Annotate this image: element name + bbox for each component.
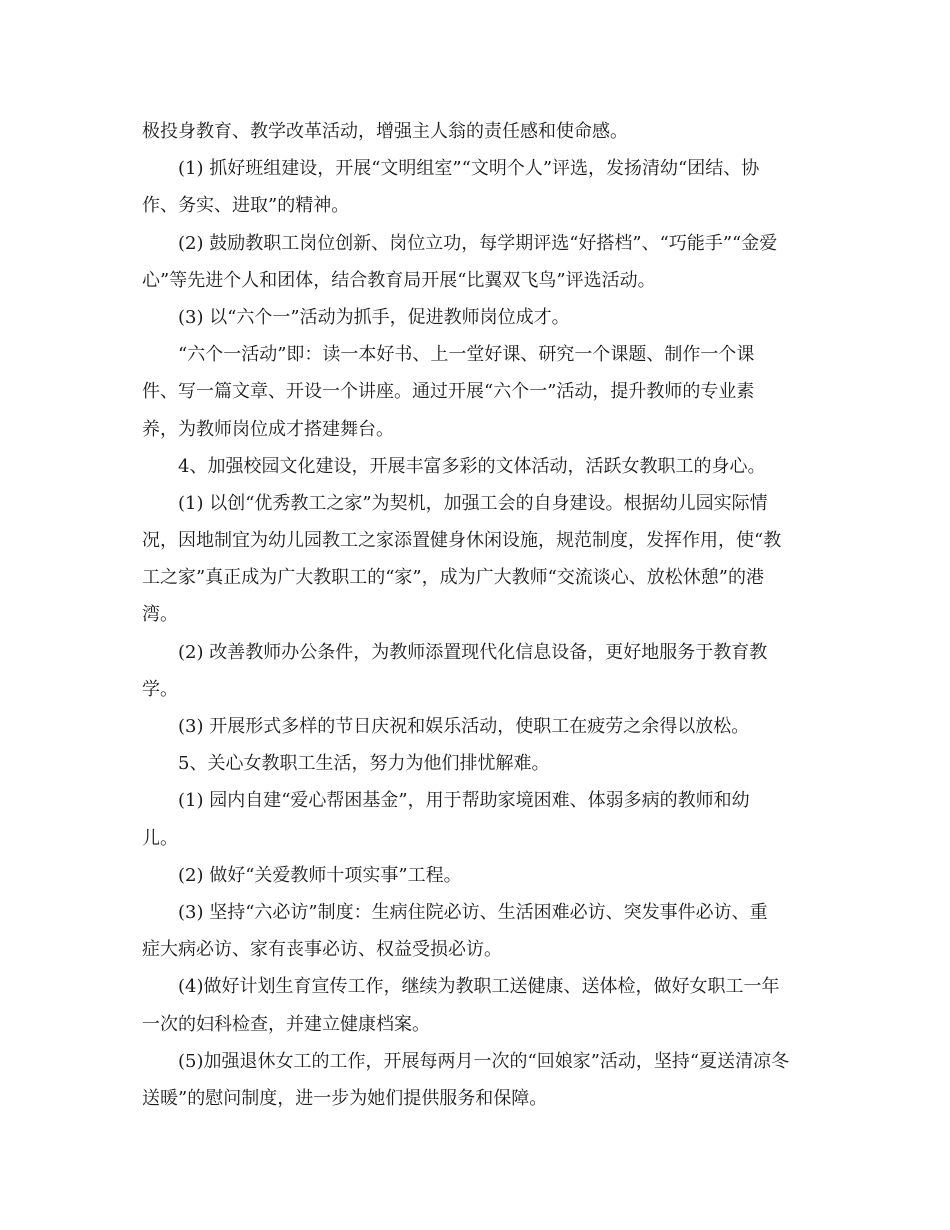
- text-line: 作、务实、进取”的精神。: [142, 195, 350, 217]
- text-line: (1) 园内自建“爱心帮困基金”，用于帮助家境困难、体弱多病的教师和幼: [178, 790, 750, 812]
- text-line: “六个一活动”即：读一本好书、上一堂好课、研究一个课题、制作一个课: [178, 344, 755, 366]
- text-line: 症大病必访、家有丧事必访、权益受损必访。: [142, 939, 502, 961]
- text-line: (1) 以创“优秀教工之家”为契机，加强工会的自身建设。根据幼儿园实际情: [178, 492, 768, 514]
- text-line: (3) 坚持“六必访”制度：生病住院必访、生活困难必访、突发事件必访、重: [178, 901, 768, 923]
- text-line: 送暖”的慰问制度，进一步为她们提供服务和保障。: [142, 1087, 548, 1109]
- text-line: 件、写一篇文章、开设一个讲座。通过开展“六个一”活动，提升教师的专业素: [142, 381, 755, 403]
- text-line: (5)加强退休女工的工作，开展每两月一次的“回娘家”活动，坚持“夏送清凉冬: [178, 1050, 790, 1072]
- text-line: (3) 以“六个一”活动为抓手，促进教师岗位成才。: [178, 306, 570, 328]
- text-line: (2) 做好“关爱教师十项实事”工程。: [178, 864, 462, 886]
- text-line: 一次的妇科检查，并建立健康档案。: [142, 1013, 430, 1035]
- text-line: 工之家”真正成为广大教职工的“家”，成为广大教师“交流谈心、放松休憩”的港: [142, 567, 765, 589]
- text-line: (3) 开展形式多样的节日庆祝和娱乐活动，使职工在疲劳之余得以放松。: [178, 716, 750, 737]
- text-line: (2) 鼓励教职工岗位创新、岗位立功，每学期评选“好搭档”、“巧能手”“金爱: [178, 232, 778, 254]
- text-line: 况，因地制宜为幼儿园教工之家添置健身休闲设施，规范制度，发挥作用，使“教: [142, 530, 782, 552]
- text-line: 4、加强校园文化建设，开展丰富多彩的文体活动，活跃女教职工的身心。: [178, 455, 766, 477]
- text-line: (4)做好计划生育宣传工作，继续为教职工送健康、送体检，做好女职工一年: [178, 976, 780, 998]
- text-line: (2) 改善教师办公条件，为教师添置现代化信息设备，更好地服务于教育教: [178, 641, 768, 663]
- text-line: 极投身教育、教学改革活动，增强主人翁的责任感和使命感。: [142, 121, 628, 142]
- text-line: 湾。: [142, 604, 178, 626]
- text-line: (1) 抓好班组建设，开展“文明组室”“文明个人”评选，发扬清幼“团结、协: [178, 158, 760, 180]
- text-line: 心”等先进个人和团体，结合教育局开展“比翼双飞鸟”评选活动。: [142, 269, 656, 291]
- document-body: [142, 113, 818, 1117]
- text-line: 5、关心女教职工生活，努力为他们排忧解难。: [178, 753, 550, 775]
- text-line: 学。: [142, 678, 178, 700]
- text-line: 儿。: [142, 827, 178, 849]
- text-line: 养，为教师岗位成才搭建舞台。: [142, 418, 394, 440]
